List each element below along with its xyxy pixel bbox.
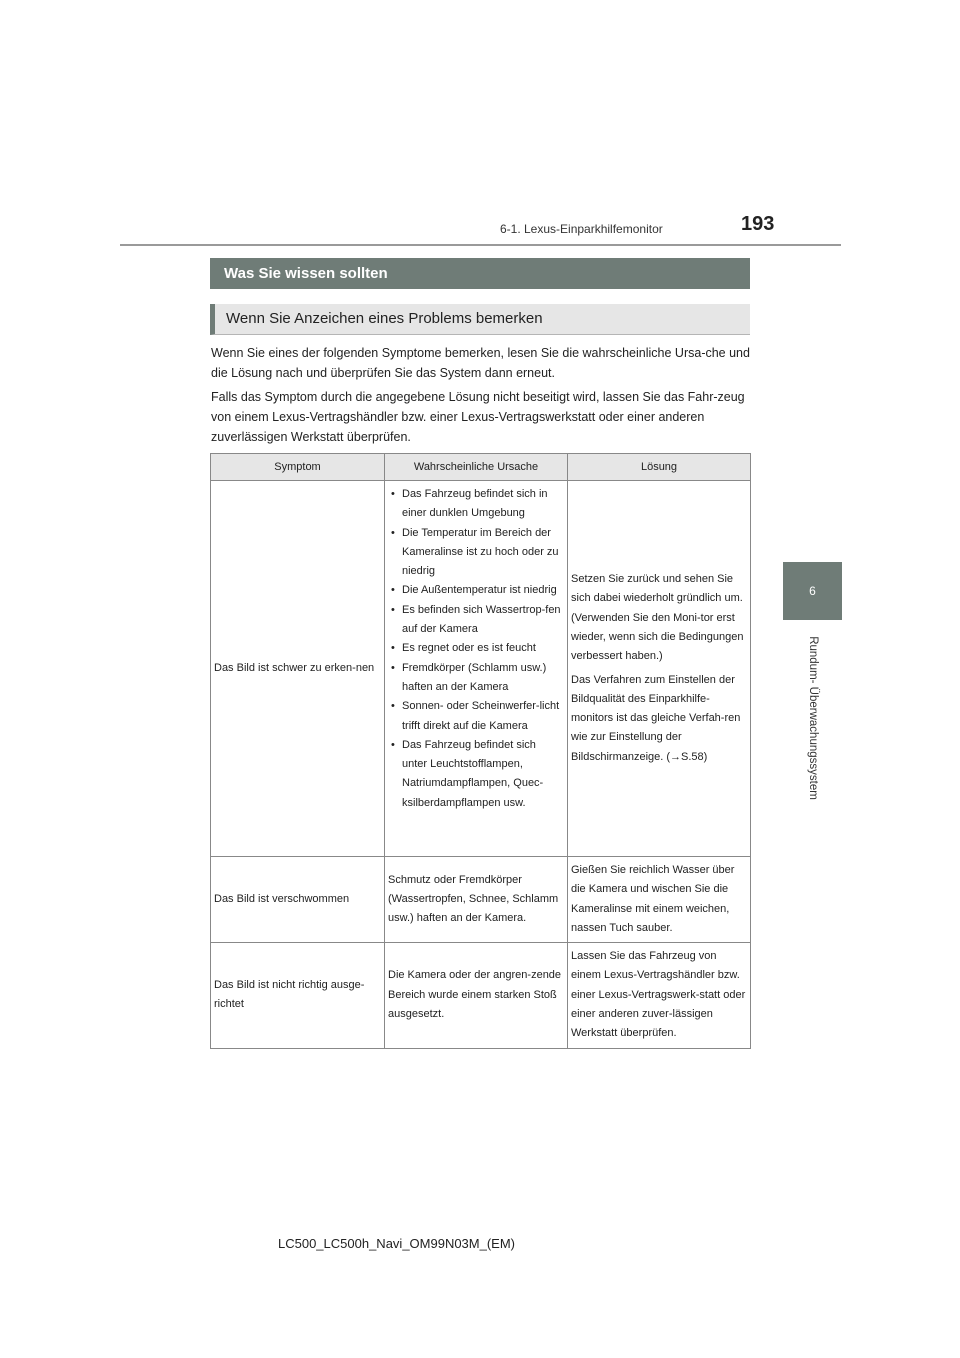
solution-cell: Lassen Sie das Fahrzeug von einem Lexus-Vertragshändler bzw. einer Lexus-Vertragswerk-statt oder einer anderen zuver-lässigen Werkstatt überprüfen. xyxy=(568,943,751,1048)
solution-text: Das Verfahren zum Einstellen der Bildqualität des Einparkhilfe-monitors ist das gleiche Verfah-ren wie zur Einstellung der Bildschirmanzeige. (→S.58) xyxy=(571,673,741,763)
table-row xyxy=(211,857,751,943)
symptom-cell: Das Bild ist nicht richtig ausge-richtet xyxy=(211,943,385,1048)
subsection-heading: Wenn Sie Anzeichen eines Problems bemerken xyxy=(210,304,750,335)
chapter-tab: 6 xyxy=(783,562,842,620)
list-item: • Die Außentemperatur ist niedrig xyxy=(388,581,564,600)
col-header-symptom: Symptom xyxy=(211,454,385,481)
symptom-cell: Das Bild ist schwer zu erken-nen xyxy=(211,481,385,857)
table-row xyxy=(211,943,751,1048)
symptom-table xyxy=(210,453,751,1049)
section-heading: Was Sie wissen sollten xyxy=(210,258,750,289)
cause-cell xyxy=(385,481,568,857)
list-item: • Die Temperatur im Bereich der Kameralinse ist zu hoch oder zu niedrig xyxy=(388,524,564,582)
cause-cell: Schmutz oder Fremdkörper (Wassertropfen, Schnee, Schlamm usw.) haften an der Kamera. xyxy=(385,857,568,943)
symptom-cell: Das Bild ist verschwommen xyxy=(211,857,385,943)
chapter-title-vertical: Rundum- Überwachungssystem xyxy=(806,636,819,800)
list-item: • Fremdkörper (Schlamm usw.) haften an der Kamera xyxy=(388,659,564,698)
header-divider xyxy=(120,244,841,246)
solution-text: Setzen Sie zurück und sehen Sie sich dabei wiederholt gründlich um. (Verwenden Sie den Moni-tor erst wieder, wenn sich die Bedingungen verbessert haben.) xyxy=(571,573,744,663)
list-item: • Es befinden sich Wassertrop-fen auf der Kamera xyxy=(388,601,564,640)
table-header-row xyxy=(211,454,751,481)
inspection-paragraph: Falls das Symptom durch die angegebene Lösung nicht beseitigt wird, lassen Sie das Fahr-zeug von einem Lexus-Vertragshändler bzw. einer Lexus-Vertragswerkstatt oder einer anderen zuverlässigen Werkstatt überprüfen. xyxy=(211,390,745,444)
list-item: • Sonnen- oder Scheinwerfer-licht trifft direkt auf die Kamera xyxy=(388,697,564,736)
page-number: 193 xyxy=(741,213,775,235)
solution-cell xyxy=(568,481,751,857)
col-header-cause: Wahrscheinliche Ursache xyxy=(385,454,568,481)
cause-list xyxy=(388,485,564,813)
col-header-solution: Lösung xyxy=(568,454,751,481)
list-item: • Das Fahrzeug befindet sich in einer dunklen Umgebung xyxy=(388,485,564,524)
chapter-side-label xyxy=(783,622,842,822)
header-section-title: 6-1. Lexus-Einparkhilfemonitor xyxy=(500,222,663,236)
cause-cell: Die Kamera oder der angren-zende Bereich wurde einem starken Stoß ausgesetzt. xyxy=(385,943,568,1048)
document-footer-code: LC500_LC500h_Navi_OM99N03M_(EM) xyxy=(278,1236,516,1251)
list-item: • Es regnet oder es ist feucht xyxy=(388,639,564,658)
solution-cell: Gießen Sie reichlich Wasser über die Kamera und wischen Sie die Kameralinse mit einem weichen, nassen Tuch sauber. xyxy=(568,857,751,943)
list-item: • Das Fahrzeug befindet sich unter Leuchtstofflampen, Natriumdampflampen, Quec-ksilberdampflampen usw. xyxy=(388,736,564,813)
table-row xyxy=(211,481,751,857)
intro-paragraph: Wenn Sie eines der folgenden Symptome bemerken, lesen Sie die wahrscheinliche Ursa-che und die Lösung nach und überprüfen Sie das System dann erneut. xyxy=(211,346,750,380)
